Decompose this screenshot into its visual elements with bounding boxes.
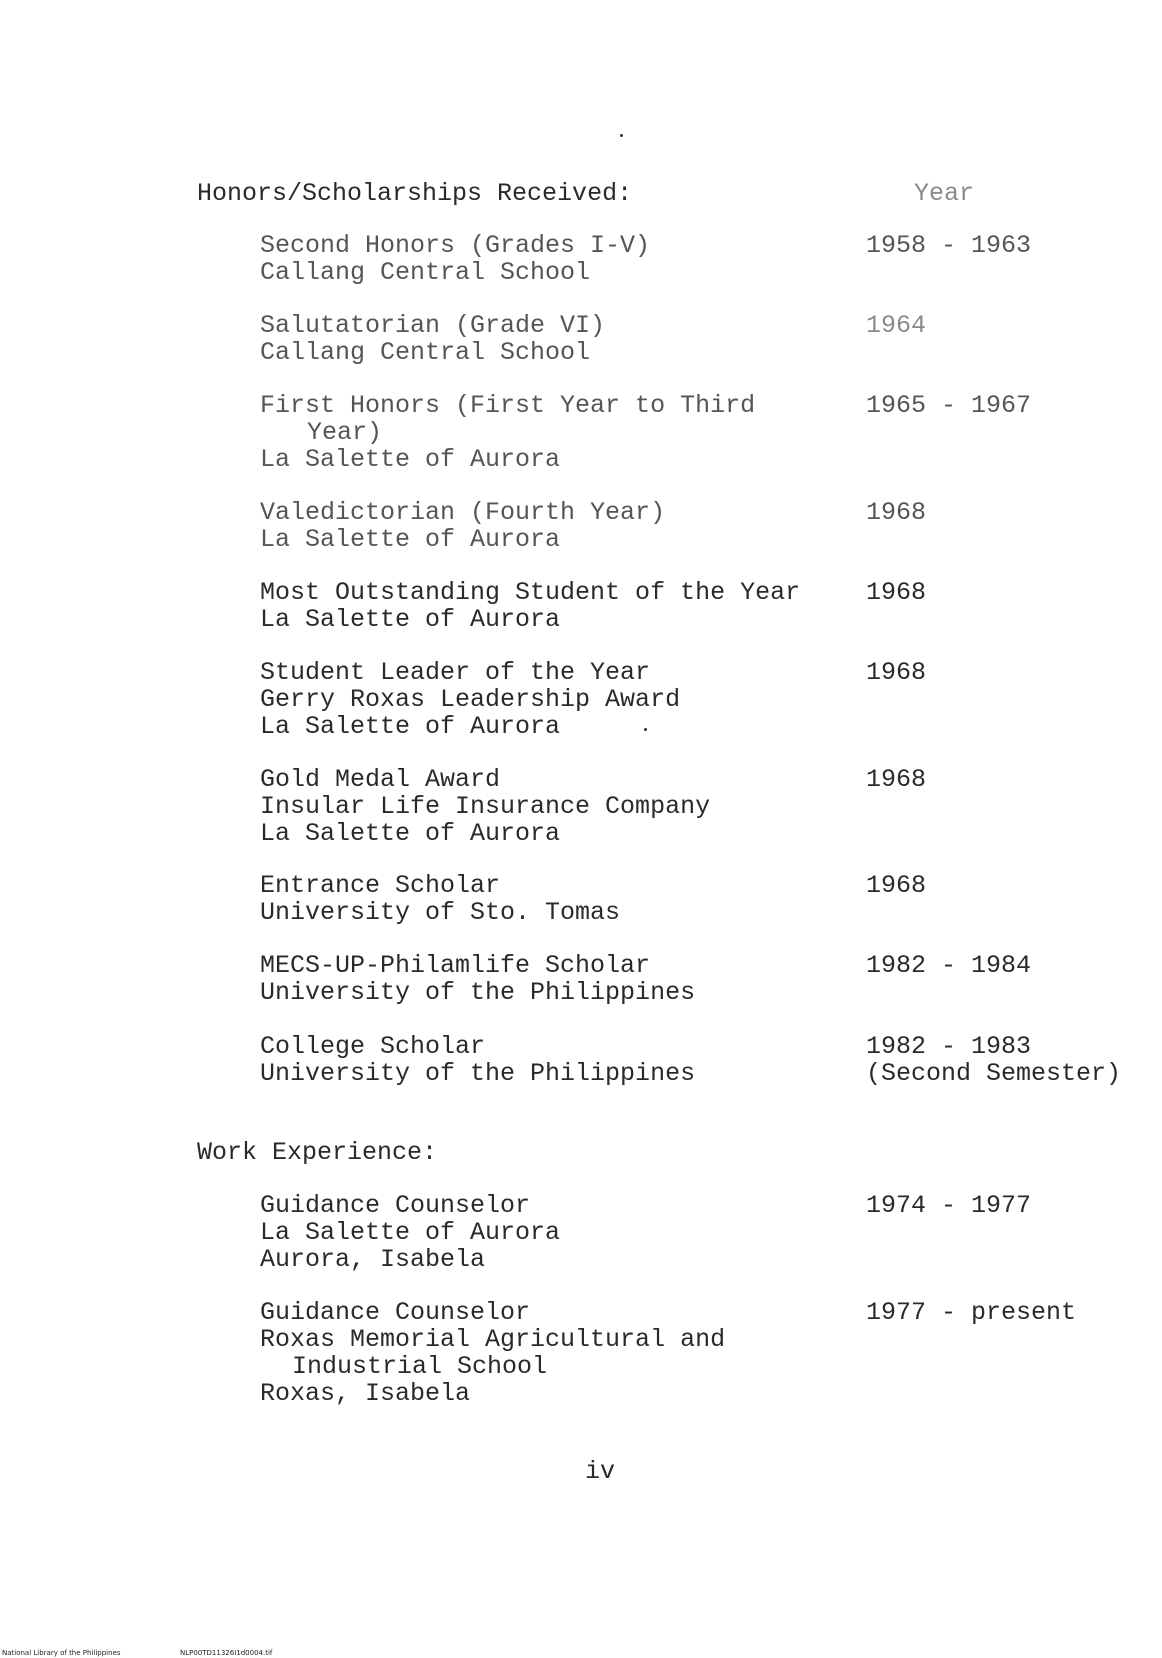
work-year: 1974 - 1977 [866,1191,1032,1220]
honor-year: 1968 [866,498,927,527]
honor-school: La Salette of Aurora [260,605,561,634]
honor-year: 1965 - 1967 [866,391,1032,420]
honor-year: 1968 [866,871,927,900]
honor-award: Gerry Roxas Leadership Award [260,685,681,714]
honor-title: Gold Medal Award [260,765,501,794]
honor-school: Callang Central School [260,338,591,367]
work-title: Guidance Counselor [260,1298,531,1327]
honor-year: 1982 - 1984 [866,951,1032,980]
speck-mark [620,134,623,137]
honor-school: La Salette of Aurora [260,525,561,554]
honor-school: University of the Philippines [260,1059,696,1088]
honor-year: 1958 - 1963 [866,231,1032,260]
work-year: 1977 - present [866,1298,1077,1327]
honor-title: Entrance Scholar [260,871,501,900]
work-employer-cont: Industrial School [292,1352,548,1381]
honor-title: College Scholar [260,1032,486,1061]
honor-school: Callang Central School [260,258,591,287]
honor-year: 1968 [866,578,927,607]
honor-title: MECS-UP-Philamlife Scholar [260,951,651,980]
honors-heading: Honors/Scholarships Received: [197,179,633,208]
footer-file-id: NLP00TD11326I1d0004.tif [180,1649,273,1657]
honor-year-note: (Second Semester) [866,1059,1122,1088]
footer-library: National Library of the Philippines [2,1649,121,1657]
honor-title: Most Outstanding Student of the Year [260,578,801,607]
honor-award: Insular Life Insurance Company [260,792,711,821]
honor-school: La Salette of Aurora [260,445,561,474]
honor-year: 1968 [866,765,927,794]
work-location: Roxas, Isabela [260,1379,471,1408]
honor-year: 1964 [866,311,927,340]
honor-school: University of the Philippines [260,978,696,1007]
work-employer: La Salette of Aurora [260,1218,561,1247]
honor-school: La Salette of Aurora [260,819,561,848]
honor-title: Salutatorian (Grade VI) [260,311,606,340]
honor-year: 1982 - 1983 [866,1032,1032,1061]
page-number: iv [585,1457,616,1486]
honor-school: La Salette of Aurora [260,712,561,741]
honor-title-cont: Year) [307,418,383,447]
honor-school: University of Sto. Tomas [260,898,621,927]
year-column-header: Year [914,179,975,208]
honor-title: First Honors (First Year to Third [260,391,756,420]
honor-title: Second Honors (Grades I-V) [260,231,651,260]
work-title: Guidance Counselor [260,1191,531,1220]
work-employer: Roxas Memorial Agricultural and [260,1325,726,1354]
honor-title: Valedictorian (Fourth Year) [260,498,666,527]
speck-mark [644,728,647,731]
honor-title: Student Leader of the Year [260,658,651,687]
honor-year: 1968 [866,658,927,687]
work-location: Aurora, Isabela [260,1245,486,1274]
work-heading: Work Experience: [197,1138,438,1167]
